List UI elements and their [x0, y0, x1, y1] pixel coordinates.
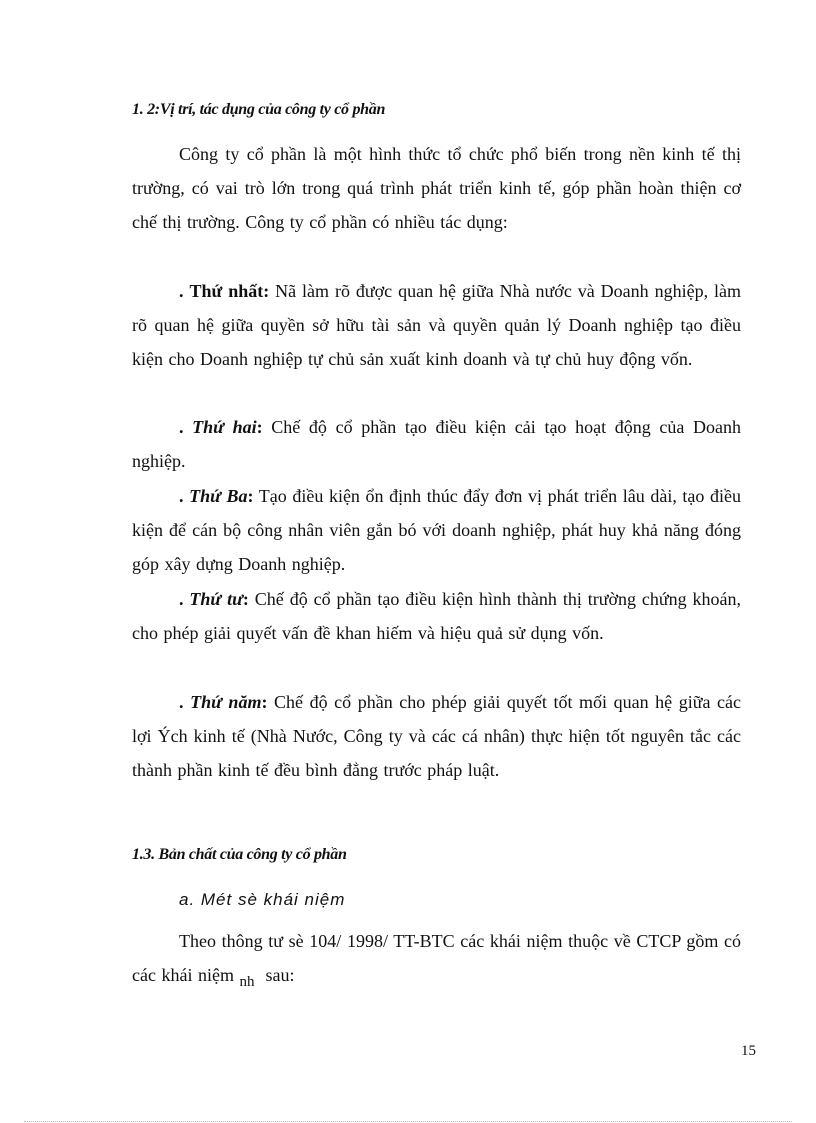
text-last-before: Theo thông tư sè 104/ 1998/ TT-BTC các khái niệm thuộc về CTCP gồm có các khái niệm — [132, 931, 741, 985]
text-first: Nã làm rõ được quan hệ giữa Nhà nước và Doanh nghiệp, làm rõ quan hệ giữa quyền sở hữu tài sản và quyền quản lý Doanh nghiệp tạo điều kiện cho Doanh nghiệp tự chủ sản xuất kinh doanh và tự chủ huy động vốn. — [132, 281, 742, 369]
paragraph-first — [132, 274, 741, 376]
bullet-dot: . — [179, 417, 184, 437]
label-fourth: Thứ tư — [189, 589, 243, 609]
text-third: Tạo điều kiện ổn định thúc đẩy đơn vị phát triển lâu dài, tạo điều kiện để cán bộ công nhân viên gắn bó với doanh nghiệp, phát huy khả năng đóng góp xây dựng Doanh nghiệp. — [132, 486, 742, 574]
paragraph-fourth — [132, 582, 741, 650]
intro-paragraph: Công ty cổ phần là một hình thức tổ chức phổ biến trong nền kinh tế thị trường, có vai trò lớn trong quá trình phát triển kinh tế, góp phần hoàn thiện cơ chế thị trường. Công ty cổ phần có nhiều tác dụng: — [132, 144, 741, 232]
footer-divider — [24, 1121, 792, 1122]
bullet-dot: . — [179, 281, 184, 301]
section-heading-1-3: 1.3. Bản chất của công ty cổ phần — [132, 846, 347, 863]
bullet-dot: . — [179, 692, 184, 712]
paragraph-second — [132, 410, 741, 478]
label-third: Thứ Ba — [189, 486, 248, 506]
page-number: 15 — [741, 1043, 756, 1059]
colon: : — [256, 417, 263, 437]
paragraph-third — [132, 479, 741, 581]
colon: : — [247, 486, 254, 506]
bullet-dot: . — [179, 486, 184, 506]
label-fifth: Thứ năm — [190, 692, 262, 712]
text-last-after: sau: — [265, 965, 295, 985]
colon: : — [261, 692, 268, 712]
text-second: Chế độ cổ phần tạo điều kiện cải tạo hoạt động của Doanh nghiệp. — [132, 417, 742, 471]
colon: : — [242, 589, 249, 609]
label-first: Thứ nhất: — [189, 281, 270, 301]
text-fourth: Chế độ cổ phần tạo điều kiện hình thành thị trường chứng khoán, cho phép giải quyết vấn đề khan hiếm và hiệu quả sử dụng vốn. — [132, 589, 742, 643]
label-second: Thứ hai — [192, 417, 257, 437]
bullet-dot: . — [179, 589, 184, 609]
subscript-nh: nh — [239, 974, 255, 990]
section-heading-1-2: 1. 2:Vị trí, tác dụng của công ty cổ phần — [132, 101, 386, 118]
subheading-a: a. Mét sè khái niệm — [179, 890, 346, 909]
paragraph-fifth — [132, 685, 741, 787]
paragraph-last — [132, 924, 741, 999]
text-fifth: Chế độ cổ phần cho phép giải quyết tốt mối quan hệ giữa các lợi Ých kinh tế (Nhà Nước, Công ty và các cá nhân) thực hiện tốt nguyên tắc các thành phần kinh tế đều bình đẳng trước pháp luật. — [132, 692, 742, 780]
